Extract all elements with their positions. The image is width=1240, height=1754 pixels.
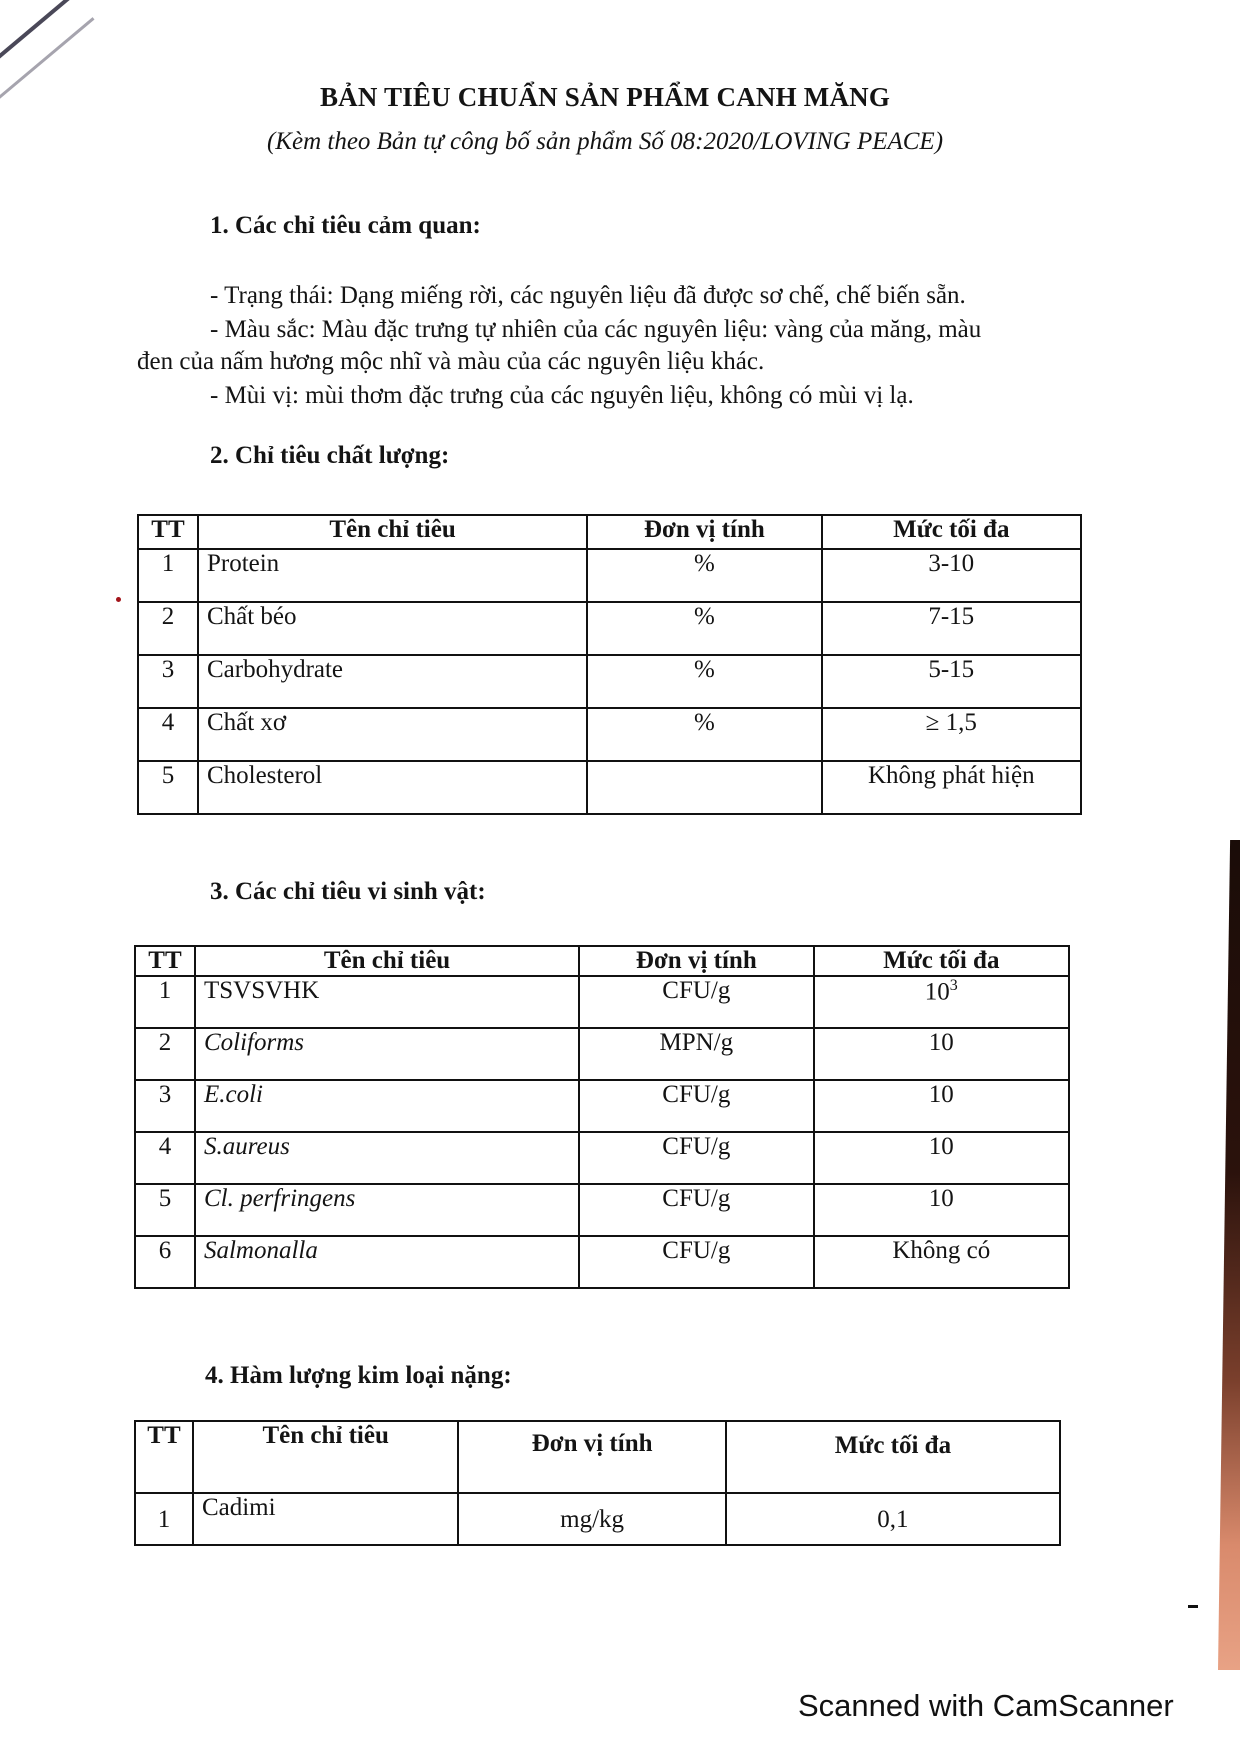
cell-name: Coliforms: [195, 1028, 579, 1080]
heavy-metal-table: [134, 1420, 1061, 1546]
cell-tt: 4: [138, 708, 198, 761]
col-header-unit: Đơn vị tính: [587, 515, 821, 549]
microbiology-table: [134, 945, 1070, 1289]
cell-max: 10: [814, 1184, 1069, 1236]
cell-name: S.aureus: [195, 1132, 579, 1184]
col-header-tt: TT: [138, 515, 198, 549]
col-header-max: Mức tối đa: [822, 515, 1081, 549]
scan-mark: [1188, 1605, 1198, 1608]
col-header-tt: TT: [135, 1421, 193, 1493]
cell-tt: 6: [135, 1236, 195, 1288]
cell-name: Salmonalla: [195, 1236, 579, 1288]
table-row: [135, 1028, 1069, 1080]
cell-unit: %: [587, 655, 821, 708]
sensory-state: - Trạng thái: Dạng miếng rời, các nguyên liệu đã được sơ chế, chế biến sẵn.: [210, 282, 966, 309]
table-row: [138, 655, 1081, 708]
cell-max: ≥ 1,5: [822, 708, 1081, 761]
table-row: [138, 708, 1081, 761]
cell-unit: CFU/g: [579, 1132, 814, 1184]
cell-name: Chất xơ: [198, 708, 587, 761]
cell-max: 5-15: [822, 655, 1081, 708]
col-header-unit: Đơn vị tính: [458, 1421, 725, 1493]
cell-unit: %: [587, 602, 821, 655]
cell-max: 0,1: [726, 1493, 1060, 1545]
table-row: [135, 1493, 1060, 1545]
stamp-mark: [116, 597, 121, 602]
cell-max: 10: [814, 1080, 1069, 1132]
col-header-name: Tên chỉ tiêu: [195, 946, 579, 976]
cell-max-exponent: 3: [949, 977, 958, 994]
col-header-unit: Đơn vị tính: [579, 946, 814, 976]
page-corner-fold: [0, 0, 105, 73]
cell-unit: CFU/g: [579, 976, 814, 1028]
section1-heading: 1. Các chỉ tiêu cảm quan:: [210, 212, 481, 239]
table-row: [135, 1184, 1069, 1236]
table-header-row: [138, 515, 1081, 549]
cell-max: 3-10: [822, 549, 1081, 602]
cell-tt: 3: [138, 655, 198, 708]
section4-heading: 4. Hàm lượng kim loại nặng:: [205, 1362, 512, 1389]
table-row: [138, 761, 1081, 814]
cell-tt: 3: [135, 1080, 195, 1132]
col-header-name: Tên chỉ tiêu: [198, 515, 587, 549]
cell-max: 10: [814, 1028, 1069, 1080]
cell-tt: 1: [135, 976, 195, 1028]
cell-tt: 5: [138, 761, 198, 814]
sensory-color-cont: đen của nấm hương mộc nhĩ và màu của các nguyên liệu khác.: [137, 348, 765, 375]
col-header-name: Tên chỉ tiêu: [193, 1421, 458, 1493]
quality-table: [137, 514, 1082, 815]
cell-tt: 2: [138, 602, 198, 655]
col-header-tt: TT: [135, 946, 195, 976]
cell-name: Cholesterol: [198, 761, 587, 814]
cell-tt: 5: [135, 1184, 195, 1236]
table-row: [135, 976, 1069, 1028]
cell-max: [814, 976, 1069, 1028]
sensory-color: - Màu sắc: Màu đặc trưng tự nhiên của các nguyên liệu: vàng của măng, màu: [210, 316, 982, 343]
cell-name: Chất béo: [198, 602, 587, 655]
document-title: BẢN TIÊU CHUẨN SẢN PHẨM CANH MĂNG: [319, 82, 891, 112]
cell-unit: CFU/g: [579, 1080, 814, 1132]
table-row: [138, 602, 1081, 655]
table-row: [135, 1132, 1069, 1184]
sensory-taste: - Mùi vị: mùi thơm đặc trưng của các nguyên liệu, không có mùi vị lạ.: [210, 382, 914, 409]
col-header-max: Mức tối đa: [726, 1421, 1060, 1493]
cell-name: Protein: [198, 549, 587, 602]
cell-tt: 4: [135, 1132, 195, 1184]
cell-max-base: 10: [924, 978, 950, 1006]
cell-max: Không có: [814, 1236, 1069, 1288]
cell-unit: [587, 761, 821, 814]
camscanner-watermark: Scanned with CamScanner: [798, 1688, 1174, 1723]
table-header-row: [135, 1421, 1060, 1493]
cell-unit: MPN/g: [579, 1028, 814, 1080]
section3-heading: 3. Các chỉ tiêu vi sinh vật:: [210, 878, 486, 905]
cell-tt: 1: [138, 549, 198, 602]
table-row: [135, 1080, 1069, 1132]
cell-unit: CFU/g: [579, 1184, 814, 1236]
document-subtitle: (Kèm theo Bản tự công bố sản phẩm Số 08:2020/LOVING PEACE): [266, 128, 944, 155]
cell-name: Carbohydrate: [198, 655, 587, 708]
cell-unit: %: [587, 708, 821, 761]
cell-unit: mg/kg: [458, 1493, 725, 1545]
cell-tt: 1: [135, 1493, 193, 1545]
cell-max: Không phát hiện: [822, 761, 1081, 814]
cell-tt: 2: [135, 1028, 195, 1080]
table-row: [135, 1236, 1069, 1288]
section2-heading: 2. Chỉ tiêu chất lượng:: [210, 442, 450, 469]
cell-name: E.coli: [195, 1080, 579, 1132]
cell-max: 7-15: [822, 602, 1081, 655]
cell-name: Cadimi: [193, 1493, 458, 1545]
table-row: [138, 549, 1081, 602]
cell-unit: CFU/g: [579, 1236, 814, 1288]
cell-unit: %: [587, 549, 821, 602]
cell-max: 10: [814, 1132, 1069, 1184]
scan-background-edge: [1218, 840, 1240, 1670]
cell-name: TSVSVHK: [195, 976, 579, 1028]
col-header-max: Mức tối đa: [814, 946, 1069, 976]
cell-name: Cl. perfringens: [195, 1184, 579, 1236]
table-header-row: [135, 946, 1069, 976]
